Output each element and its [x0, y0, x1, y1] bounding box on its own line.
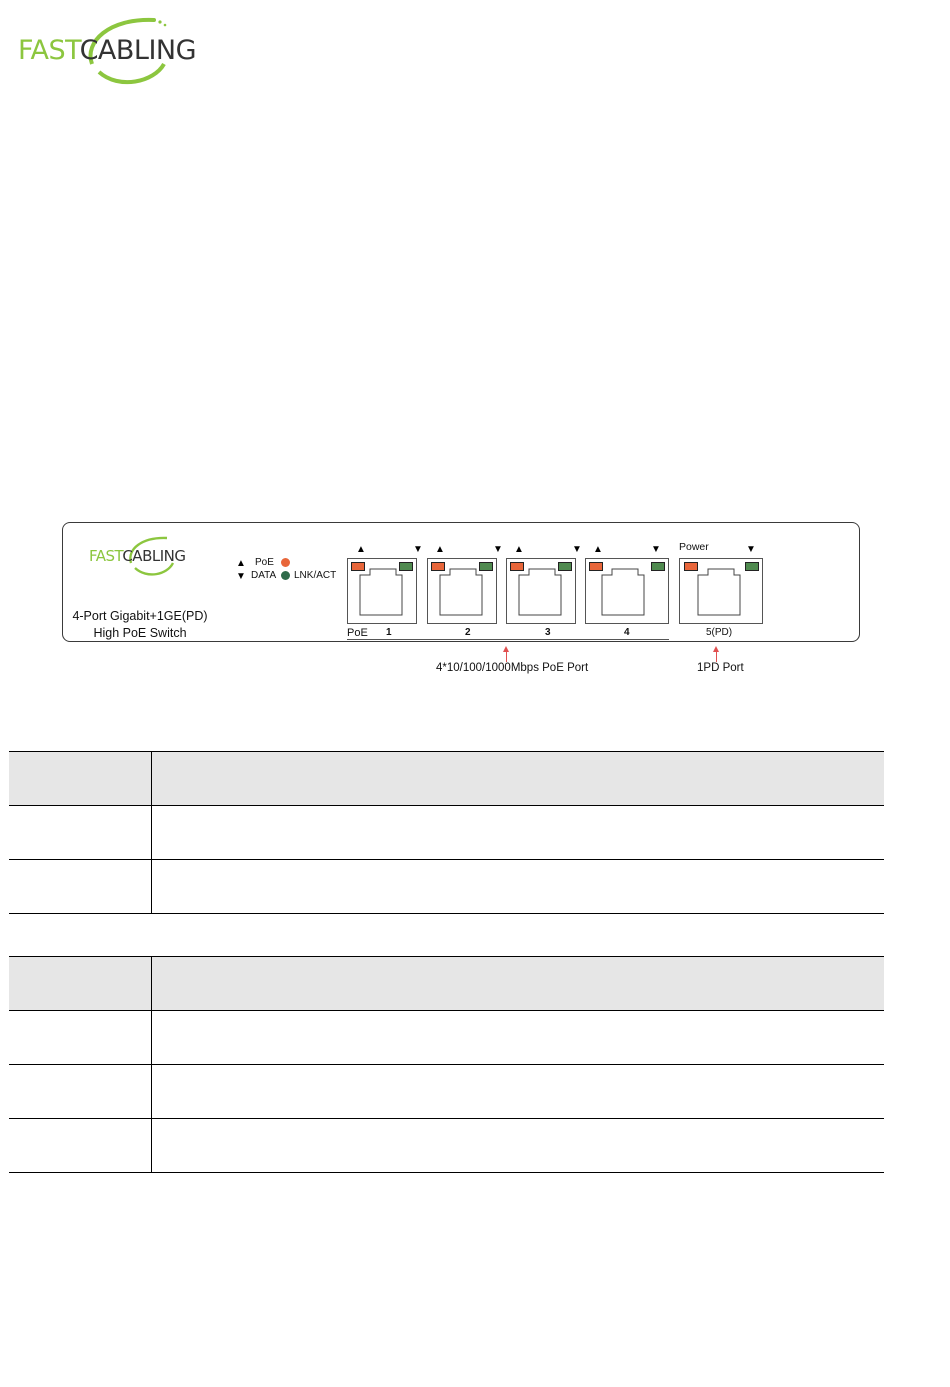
port-4-number: 4 [624, 627, 630, 638]
poe-group-underline [347, 639, 669, 640]
table-cell [152, 860, 885, 914]
table-row [9, 1011, 884, 1065]
table-cell [152, 752, 885, 806]
legend-lnk-label: LNK/ACT [294, 570, 337, 581]
port-3 [506, 558, 576, 624]
table-cell [9, 806, 152, 860]
legend-down-triangle-icon: ▼ [236, 571, 246, 582]
legend-data-label: DATA [251, 570, 277, 581]
table-cell [9, 1065, 152, 1119]
led-table-2 [9, 956, 884, 1173]
pd-port-callout: 1PD Port [697, 662, 744, 674]
table-row [9, 860, 884, 914]
table-row [9, 957, 884, 1011]
table-cell [9, 957, 152, 1011]
port-4 [585, 558, 669, 624]
power-label: Power [679, 541, 709, 553]
port-2-number: 2 [465, 627, 471, 638]
port-1-number: 1 [386, 627, 392, 638]
legend-poe-label: PoE [255, 557, 274, 568]
port-4-down-triangle-icon: ▼ [651, 544, 661, 555]
legend-poe-dot-icon [281, 558, 290, 567]
table-cell [9, 860, 152, 914]
rj45-jack-icon [694, 563, 748, 619]
poe-port-arrow-line [506, 650, 507, 662]
table-cell [152, 1065, 885, 1119]
pd-port-down-triangle-icon: ▼ [746, 544, 756, 555]
header-logo [14, 12, 214, 88]
port-2-up-triangle-icon: ▲ [435, 544, 445, 555]
model-line-2: High PoE Switch [93, 626, 187, 640]
switch-front-panel [62, 522, 860, 642]
table-row [9, 806, 884, 860]
port-4-link-led [651, 562, 665, 571]
port-4-up-triangle-icon: ▲ [593, 544, 603, 555]
port-2-down-triangle-icon: ▼ [493, 544, 503, 555]
rj45-jack-icon [598, 563, 652, 619]
logo-text-fast: FAST [18, 35, 80, 66]
table-cell [9, 1011, 152, 1065]
panel-logo-text-cabling: CABLING [122, 547, 186, 565]
table-row [9, 1119, 884, 1173]
port-3-number: 3 [545, 627, 551, 638]
table-cell [9, 752, 152, 806]
panel-logo-text-fast: FAST [89, 547, 123, 565]
port-1-down-triangle-icon: ▼ [413, 544, 423, 555]
port-3-up-triangle-icon: ▲ [514, 544, 524, 555]
rj45-jack-icon [436, 563, 490, 619]
panel-logo [87, 533, 207, 577]
port-3-down-triangle-icon: ▼ [572, 544, 582, 555]
rj45-jack-icon [356, 563, 410, 619]
poe-port-callout: 4*10/100/1000Mbps PoE Port [436, 662, 589, 674]
logo-text-cabling: CABLING [79, 35, 197, 66]
table-cell [9, 1119, 152, 1173]
table-cell [152, 1119, 885, 1173]
port-2 [427, 558, 497, 624]
legend-lnk-dot-icon [281, 571, 290, 580]
rj45-jack-icon [515, 563, 569, 619]
legend-up-triangle-icon: ▲ [236, 558, 246, 569]
port-1-up-triangle-icon: ▲ [356, 544, 366, 555]
table-cell [152, 806, 885, 860]
table-row [9, 1065, 884, 1119]
table-row [9, 752, 884, 806]
port-1 [347, 558, 417, 624]
led-table-1 [9, 751, 884, 914]
table-cell [152, 1011, 885, 1065]
table-cell [152, 957, 885, 1011]
pd-port-arrow-line [716, 650, 717, 662]
poe-group-label: PoE [347, 627, 368, 639]
pd-port-number: 5(PD) [706, 627, 733, 638]
pd-port [679, 558, 763, 624]
model-line-1: 4-Port Gigabit+1GE(PD) [72, 609, 208, 623]
